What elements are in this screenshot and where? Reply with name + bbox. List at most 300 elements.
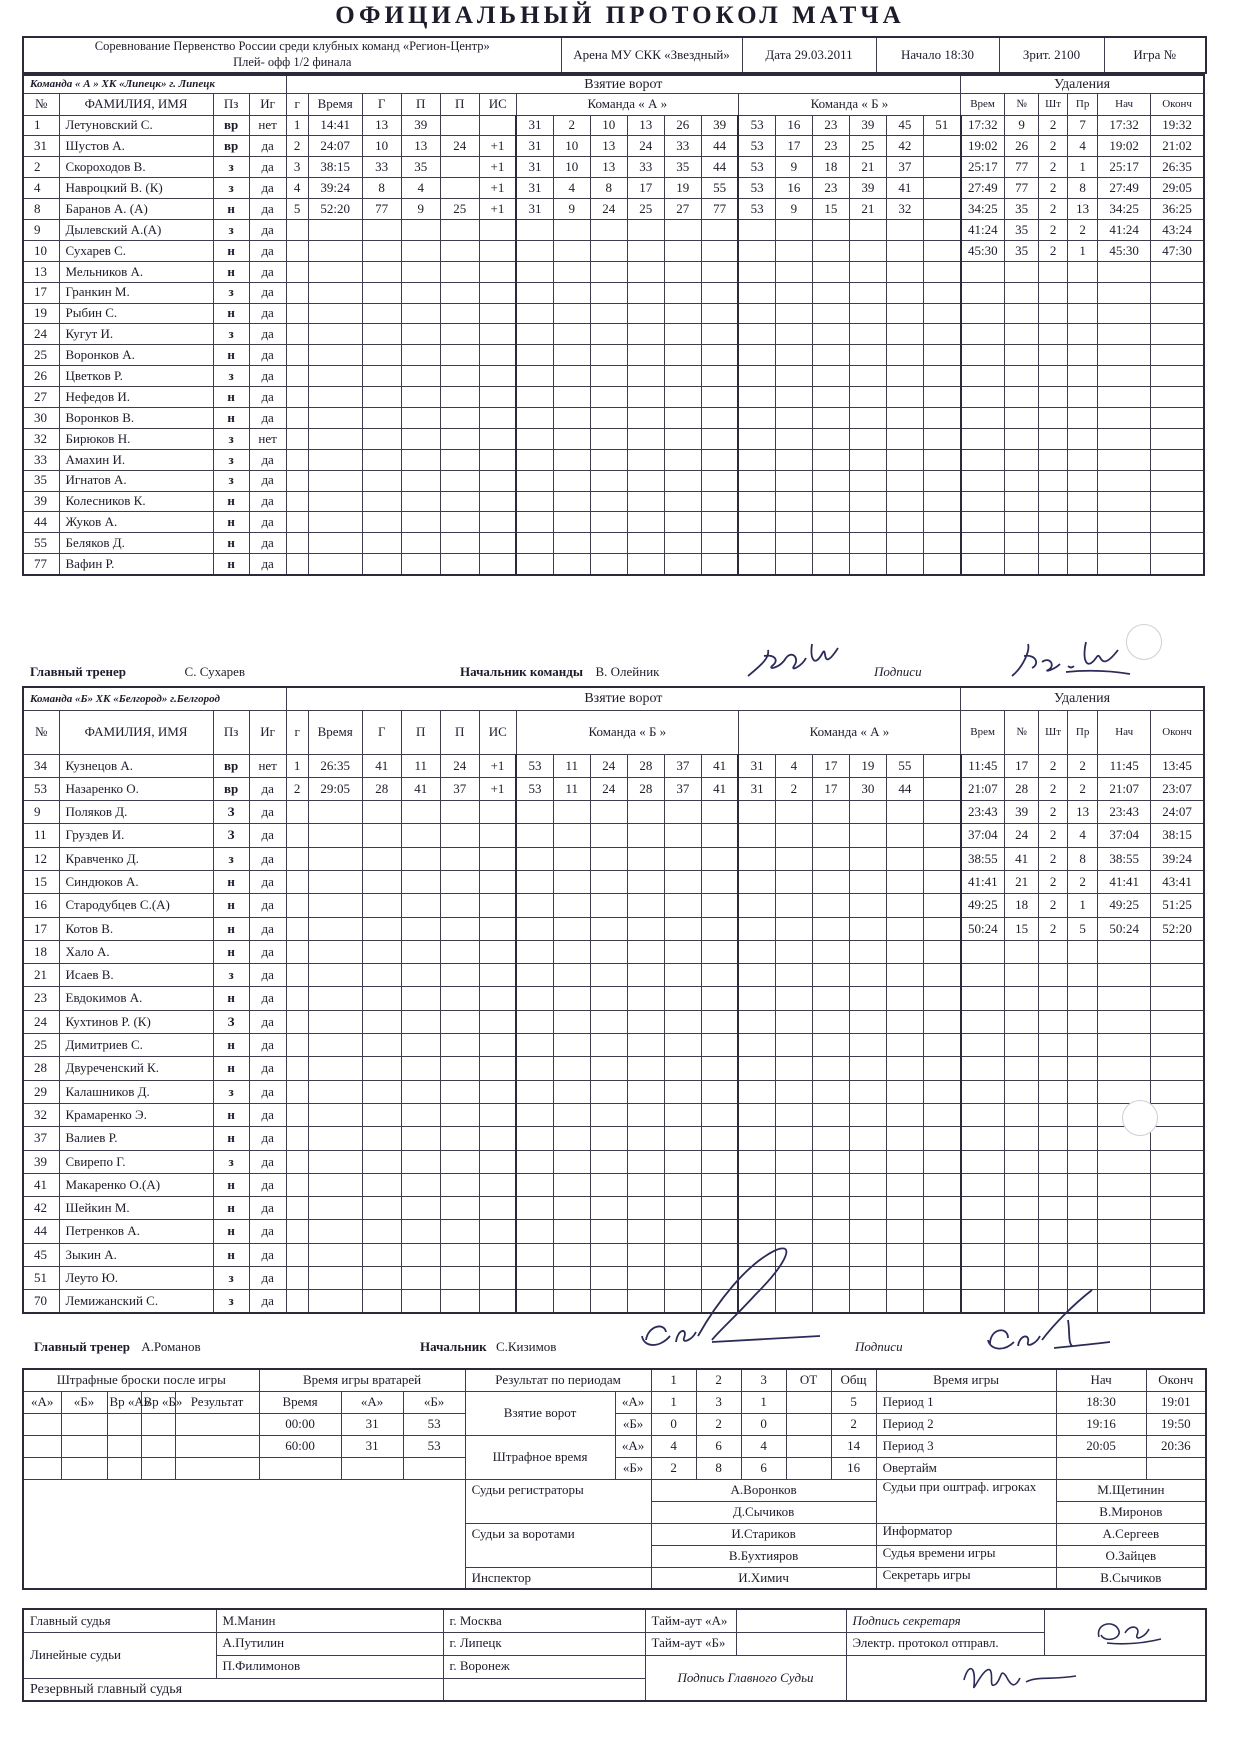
- goal-cell-empty: [553, 917, 590, 940]
- player-row: [23, 282, 1204, 303]
- player-played: да: [249, 449, 286, 470]
- penalty-cell-empty: [1039, 1057, 1068, 1080]
- goal-cell-empty: [923, 366, 960, 387]
- goal-cell-empty: [440, 470, 479, 491]
- goal-cell: 17: [812, 777, 849, 800]
- penalty-cell: 17:32: [1098, 115, 1151, 136]
- goal-cell: 13: [590, 136, 627, 157]
- goal-cell-empty: [701, 964, 738, 987]
- goal-cell-empty: [440, 1057, 479, 1080]
- penalty-cell: 49:25: [961, 894, 1005, 917]
- goal-cell-empty: [286, 1150, 308, 1173]
- penalty-cell-empty: [1005, 282, 1039, 303]
- match-header: [22, 36, 1207, 74]
- goal-cell-empty: [775, 491, 812, 512]
- goal-cell-empty: [479, 428, 516, 449]
- goal-cell-empty: [553, 324, 590, 345]
- player-played: да: [249, 1197, 286, 1220]
- goal-cell-empty: [401, 1103, 440, 1126]
- player-position: н: [213, 1103, 249, 1126]
- goal-cell: 10: [590, 115, 627, 136]
- goal-cell: 19: [849, 754, 886, 777]
- penalty-cell-empty: [1068, 407, 1098, 428]
- goal-cell-empty: [627, 240, 664, 261]
- period-value: 6: [741, 1457, 786, 1479]
- team-a-table: [22, 74, 1205, 576]
- goal-cell-empty: [286, 282, 308, 303]
- goal-cell-empty: [553, 894, 590, 917]
- game-period-label: Период 1: [876, 1391, 1056, 1413]
- goal-cell-empty: [664, 1127, 701, 1150]
- goal-cell-empty: [401, 1150, 440, 1173]
- goal-cell-empty: [553, 1103, 590, 1126]
- goal-cell-empty: [590, 1127, 627, 1150]
- goal-cell-empty: [923, 282, 960, 303]
- period-col-header: 2: [696, 1369, 741, 1391]
- penalty-cell-empty: [1151, 407, 1204, 428]
- goal-cell-empty: [590, 449, 627, 470]
- goal-cell-empty: [886, 824, 923, 847]
- goal-cell-empty: [923, 1127, 960, 1150]
- goal-cell-empty: [553, 847, 590, 870]
- goal-cell-empty: [479, 1197, 516, 1220]
- period-value: 8: [696, 1457, 741, 1479]
- player-number: 12: [23, 847, 59, 870]
- player-row: [23, 240, 1204, 261]
- goal-cell-empty: [775, 219, 812, 240]
- player-played: да: [249, 491, 286, 512]
- summary-title-row: [23, 1369, 1206, 1391]
- goal-cell-empty: [553, 801, 590, 824]
- goal-cell: 31: [738, 754, 775, 777]
- goal-cell-empty: [286, 324, 308, 345]
- game-time-col-header: Время игры: [876, 1369, 1056, 1391]
- official-role-label: Судья времени игры: [876, 1545, 1056, 1567]
- player-played: нет: [249, 115, 286, 136]
- goal-cell-empty: [886, 1103, 923, 1126]
- goal-cell: 37: [664, 754, 701, 777]
- goal-cell-empty: [738, 870, 775, 893]
- column-header-row: [23, 93, 1204, 115]
- goal-cell-empty: [553, 240, 590, 261]
- player-played: да: [249, 1220, 286, 1243]
- penalty-cell-empty: [1098, 491, 1151, 512]
- player-position: з: [213, 219, 249, 240]
- goal-cell-empty: [286, 303, 308, 324]
- player-position: н: [213, 1034, 249, 1057]
- goal-cell-empty: [849, 894, 886, 917]
- team-chief-label: Начальник: [420, 1339, 487, 1354]
- penalty-cell-empty: [1005, 1127, 1039, 1150]
- summary-table: [22, 1368, 1207, 1590]
- col-pen-num: №: [1005, 710, 1039, 754]
- penalty-cell: 38:55: [961, 847, 1005, 870]
- goals-section-title: Взятие ворот: [286, 687, 960, 710]
- player-played: да: [249, 387, 286, 408]
- goal-cell-empty: [308, 470, 362, 491]
- goal-cell-empty: [286, 261, 308, 282]
- goal-cell-empty: [516, 964, 553, 987]
- goal-cell-empty: [627, 917, 664, 940]
- goal-cell: 4: [286, 178, 308, 199]
- penalty-cell: 19:32: [1151, 115, 1204, 136]
- player-played: да: [249, 324, 286, 345]
- goal-cell-empty: [479, 554, 516, 575]
- goal-cell-empty: [590, 801, 627, 824]
- goal-cell-empty: [516, 894, 553, 917]
- goal-cell-empty: [553, 1220, 590, 1243]
- goal-cell-empty: [401, 894, 440, 917]
- shootout-col-header: Результат: [175, 1391, 259, 1413]
- player-position: з: [213, 1080, 249, 1103]
- penalty-cell-empty: [1039, 940, 1068, 963]
- goal-cell-empty: [516, 512, 553, 533]
- player-name: Бирюков Н.: [59, 428, 213, 449]
- col-pen-start: Нач: [1098, 93, 1151, 115]
- timeout-b-value: [736, 1632, 846, 1655]
- officials-spacer: [23, 1479, 465, 1589]
- goalie-time-cell: 53: [403, 1413, 465, 1435]
- goal-cell-empty: [590, 554, 627, 575]
- goal-cell: 41: [701, 777, 738, 800]
- penalty-cell: 43:24: [1151, 219, 1204, 240]
- goal-cell-empty: [286, 894, 308, 917]
- player-number: 37: [23, 1127, 59, 1150]
- penalty-cell: 35: [1005, 199, 1039, 220]
- goal-cell: 39: [701, 115, 738, 136]
- shootout-col-header: «А»: [23, 1391, 61, 1413]
- penalty-cell: 9: [1005, 115, 1039, 136]
- goal-cell-empty: [923, 303, 960, 324]
- goal-cell-empty: [479, 940, 516, 963]
- goal-cell: 16: [775, 178, 812, 199]
- goal-cell-empty: [664, 987, 701, 1010]
- goal-cell-empty: [440, 940, 479, 963]
- player-position: н: [213, 870, 249, 893]
- penalty-cell-empty: [1039, 491, 1068, 512]
- goal-cell: 11: [553, 754, 590, 777]
- goal-cell-empty: [308, 964, 362, 987]
- goal-cell-empty: [627, 1150, 664, 1173]
- player-name: Амахин И.: [59, 449, 213, 470]
- player-name: Колесников К.: [59, 491, 213, 512]
- goal-cell-empty: [664, 917, 701, 940]
- goal-cell-empty: [590, 345, 627, 366]
- goal-cell-empty: [286, 554, 308, 575]
- goal-cell-empty: [849, 449, 886, 470]
- goal-cell-empty: [775, 1034, 812, 1057]
- penalty-cell-empty: [1005, 964, 1039, 987]
- penalty-cell-empty: [1005, 470, 1039, 491]
- goal-cell-empty: [479, 1103, 516, 1126]
- goal-cell-empty: [590, 366, 627, 387]
- goal-cell-empty: [590, 533, 627, 554]
- goal-cell-empty: [627, 366, 664, 387]
- col-pen-start: Нач: [1098, 710, 1151, 754]
- goal-cell-empty: [440, 1010, 479, 1033]
- player-name: Цветков Р.: [59, 366, 213, 387]
- period-value: 6: [696, 1435, 741, 1457]
- goal-cell-empty: [701, 533, 738, 554]
- goal-cell: 32: [886, 199, 923, 220]
- player-number: 25: [23, 345, 59, 366]
- penalty-cell-empty: [1005, 1243, 1039, 1266]
- shootout-cell: [107, 1457, 141, 1479]
- goal-cell-empty: [701, 428, 738, 449]
- goal-cell-empty: [812, 533, 849, 554]
- player-name: Шейкин М.: [59, 1197, 213, 1220]
- goal-cell-empty: [812, 824, 849, 847]
- main-referee-signature: [846, 1655, 1206, 1701]
- goal-cell: [479, 115, 516, 136]
- penalty-cell-empty: [961, 1010, 1005, 1033]
- player-position: з: [213, 1290, 249, 1313]
- goal-cell: 18: [812, 157, 849, 178]
- goal-cell-empty: [479, 1034, 516, 1057]
- goal-cell-empty: [286, 345, 308, 366]
- penalty-cell-empty: [1151, 470, 1204, 491]
- player-row: [23, 512, 1204, 533]
- goal-cell: 37: [886, 157, 923, 178]
- penalty-cell-empty: [1039, 1197, 1068, 1220]
- penalty-cell-empty: [1151, 366, 1204, 387]
- goal-cell: 31: [516, 178, 553, 199]
- penalty-cell: 2: [1068, 219, 1098, 240]
- penalty-cell-empty: [1068, 1197, 1098, 1220]
- goal-cell-empty: [701, 1150, 738, 1173]
- player-position: н: [213, 240, 249, 261]
- goal-cell-empty: [362, 894, 401, 917]
- goal-cell-empty: [440, 303, 479, 324]
- player-name: Скороходов В.: [59, 157, 213, 178]
- goal-cell-empty: [886, 491, 923, 512]
- penalty-cell-empty: [1039, 1220, 1068, 1243]
- goal-cell-empty: [362, 366, 401, 387]
- penalty-cell-empty: [1151, 1034, 1204, 1057]
- goal-cell-empty: [701, 801, 738, 824]
- goal-cell: 35: [664, 157, 701, 178]
- periods-title: Результат по периодам: [465, 1369, 651, 1391]
- goal-cell-empty: [849, 387, 886, 408]
- col-assist-1: П: [401, 93, 440, 115]
- penalty-cell: 5: [1068, 917, 1098, 940]
- player-played: да: [249, 240, 286, 261]
- penalty-cell: 2: [1039, 917, 1068, 940]
- goal-cell-empty: [923, 261, 960, 282]
- goal-cell-empty: [627, 554, 664, 575]
- team-a-chief-line: [460, 664, 660, 680]
- goal-cell-empty: [849, 1034, 886, 1057]
- player-played: да: [249, 1080, 286, 1103]
- goal-cell-empty: [286, 824, 308, 847]
- penalty-cell: 36:25: [1151, 199, 1204, 220]
- goal-cell-empty: [362, 1057, 401, 1080]
- player-played: да: [249, 157, 286, 178]
- goal-cell: 25: [440, 199, 479, 220]
- goal-cell-empty: [440, 428, 479, 449]
- penalty-cell-empty: [1005, 987, 1039, 1010]
- penalty-cell-empty: [1151, 303, 1204, 324]
- goal-cell-empty: [401, 219, 440, 240]
- goal-cell-empty: [590, 491, 627, 512]
- goal-cell-empty: [479, 282, 516, 303]
- goal-cell-empty: [923, 533, 960, 554]
- player-number: 4: [23, 178, 59, 199]
- player-played: да: [249, 824, 286, 847]
- penalty-cell-empty: [1039, 1080, 1068, 1103]
- goal-cell-empty: [553, 987, 590, 1010]
- player-name: Зыкин А.: [59, 1243, 213, 1266]
- goal-cell-empty: [590, 940, 627, 963]
- period-value: 2: [651, 1457, 696, 1479]
- goal-cell-empty: [362, 1267, 401, 1290]
- player-number: 27: [23, 387, 59, 408]
- goal-cell-empty: [286, 1220, 308, 1243]
- goal-cell-empty: [590, 1197, 627, 1220]
- goal-cell-empty: [849, 870, 886, 893]
- game-time-col-header: Оконч: [1146, 1369, 1206, 1391]
- player-position: н: [213, 345, 249, 366]
- goal-cell-empty: [812, 964, 849, 987]
- official-name: О.Зайцев: [1056, 1545, 1206, 1567]
- penalty-cell-empty: [1151, 987, 1204, 1010]
- penalty-cell-empty: [1151, 282, 1204, 303]
- penalty-cell: 38:15: [1151, 824, 1204, 847]
- goal-cell-empty: [701, 1197, 738, 1220]
- goal-cell-empty: [701, 282, 738, 303]
- penalty-cell-empty: [1098, 1220, 1151, 1243]
- penalty-cell: 38:55: [1098, 847, 1151, 870]
- player-name: Синдюков А.: [59, 870, 213, 893]
- goal-cell-empty: [590, 512, 627, 533]
- goal-cell-empty: [362, 512, 401, 533]
- goal-cell-empty: [627, 491, 664, 512]
- player-played: да: [249, 554, 286, 575]
- penalty-cell: 23:07: [1151, 777, 1204, 800]
- goal-cell-empty: [812, 847, 849, 870]
- goal-cell-empty: [738, 940, 775, 963]
- goal-cell: 39: [849, 178, 886, 199]
- player-name: Игнатов А.: [59, 470, 213, 491]
- game-period-end: 19:50: [1146, 1413, 1206, 1435]
- goal-cell-empty: [553, 554, 590, 575]
- goal-cell-empty: [664, 870, 701, 893]
- penalties-section-title: Удаления: [961, 687, 1204, 710]
- goal-cell-empty: [886, 964, 923, 987]
- goal-cell-empty: [553, 1290, 590, 1313]
- team-a-signatures-label: Подписи: [874, 664, 922, 679]
- goal-cell-empty: [362, 324, 401, 345]
- summary-row: [23, 1435, 1206, 1457]
- goal-cell: 24: [440, 754, 479, 777]
- goal-cell-empty: [516, 801, 553, 824]
- penalty-cell: 2: [1039, 801, 1068, 824]
- goal-cell-empty: [812, 1173, 849, 1196]
- player-row: [23, 917, 1204, 940]
- penalty-cell: 2: [1068, 777, 1098, 800]
- goal-cell: 2: [775, 777, 812, 800]
- goal-cell-empty: [738, 554, 775, 575]
- goal-cell-empty: [286, 1034, 308, 1057]
- goal-cell-empty: [775, 428, 812, 449]
- player-number: 51: [23, 1267, 59, 1290]
- goal-cell-empty: [401, 554, 440, 575]
- period-value: 16: [831, 1457, 876, 1479]
- player-position: н: [213, 387, 249, 408]
- penalty-cell-empty: [1005, 491, 1039, 512]
- goal-cell-empty: [401, 303, 440, 324]
- col-pen-end: Оконч: [1151, 93, 1204, 115]
- goal-cell-empty: [849, 261, 886, 282]
- penalty-cell-empty: [1151, 449, 1204, 470]
- goal-cell-empty: [701, 894, 738, 917]
- goal-cell-empty: [308, 1127, 362, 1150]
- player-played: да: [249, 917, 286, 940]
- goal-cell-empty: [849, 1197, 886, 1220]
- col-assist-1: П: [401, 710, 440, 754]
- penalty-cell: 41:41: [1098, 870, 1151, 893]
- goal-cell-empty: [812, 801, 849, 824]
- player-row: [23, 870, 1204, 893]
- col-opp-team-on-ice: Команда « Б »: [738, 93, 960, 115]
- goal-cell-empty: [664, 261, 701, 282]
- goal-cell-empty: [286, 387, 308, 408]
- goal-cell-empty: [308, 894, 362, 917]
- goal-cell-empty: [516, 387, 553, 408]
- player-name: Жуков А.: [59, 512, 213, 533]
- team-label: Команда «Б» ХК «Белгород» г.Белгород: [23, 687, 286, 710]
- goal-cell-empty: [516, 1127, 553, 1150]
- goal-cell-empty: [286, 1243, 308, 1266]
- penalty-cell-empty: [1068, 987, 1098, 1010]
- goal-cell-empty: [516, 1243, 553, 1266]
- goal-cell-empty: [812, 428, 849, 449]
- penalty-cell: 4: [1068, 136, 1098, 157]
- player-number: 18: [23, 940, 59, 963]
- goal-cell-empty: [812, 1057, 849, 1080]
- goal-cell-empty: [664, 824, 701, 847]
- col-pen-time: Врем: [961, 710, 1005, 754]
- goalie-time-cell: 31: [341, 1435, 403, 1457]
- player-name: Лемижанский С.: [59, 1290, 213, 1313]
- player-row: [23, 324, 1204, 345]
- penalty-cell: 41:41: [961, 870, 1005, 893]
- goal-cell-empty: [362, 1197, 401, 1220]
- goal-cell-empty: [627, 801, 664, 824]
- goal-cell-empty: [701, 407, 738, 428]
- goal-cell: 53: [516, 777, 553, 800]
- penalty-cell: 2: [1039, 178, 1068, 199]
- player-position: з: [213, 1150, 249, 1173]
- goal-cell-empty: [775, 261, 812, 282]
- player-played: да: [249, 366, 286, 387]
- player-row: [23, 847, 1204, 870]
- penalty-cell: 21:07: [961, 777, 1005, 800]
- penalty-cell: 1: [1068, 240, 1098, 261]
- goal-cell-empty: [362, 824, 401, 847]
- goal-cell-empty: [627, 1010, 664, 1033]
- player-played: да: [249, 407, 286, 428]
- goal-cell-empty: [923, 470, 960, 491]
- goal-cell-empty: [553, 940, 590, 963]
- player-row: [23, 940, 1204, 963]
- main-referee-sign-label: [645, 1655, 846, 1701]
- goal-cell-empty: [923, 917, 960, 940]
- goal-cell-empty: [738, 491, 775, 512]
- goal-cell-empty: [664, 847, 701, 870]
- player-position: н: [213, 533, 249, 554]
- penalty-cell: 35: [1005, 240, 1039, 261]
